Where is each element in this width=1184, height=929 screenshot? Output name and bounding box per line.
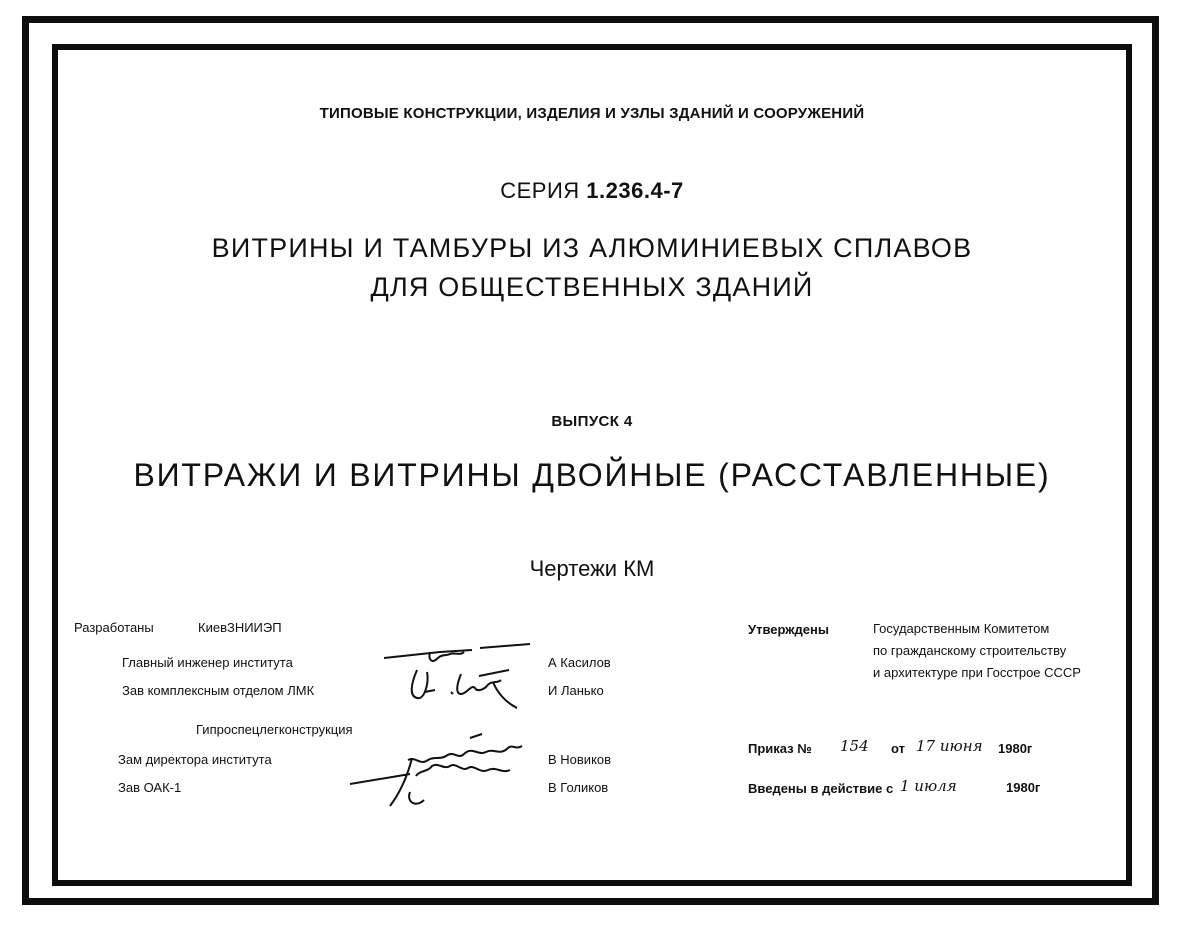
order-label: Приказ №: [748, 741, 812, 756]
name-kasilov: А Касилов: [548, 655, 611, 670]
series-number: 1.236.4-7: [586, 178, 684, 203]
name-golikov: В Голиков: [548, 780, 609, 795]
developer-org-1: КиевЗНИИЭП: [198, 620, 282, 635]
order-year: 1980г: [998, 741, 1033, 756]
effective-year: 1980г: [1006, 780, 1041, 795]
order-date: 17 июня: [916, 737, 983, 755]
effective-label: Введены в действие с: [748, 781, 894, 796]
position-oak-head: Зав ОАК-1: [118, 780, 182, 795]
series-line: [0, 178, 1184, 204]
title-line-2: ДЛЯ ОБЩЕСТВЕННЫХ ЗДАНИЙ: [370, 272, 814, 302]
developer-org-2: Гипроспецлегконструкция: [196, 722, 353, 737]
drawings-label: Чертежи КМ: [529, 556, 655, 581]
committee-line-3: и архитектуре при Госстрое СССР: [873, 665, 1081, 680]
title-line-1: ВИТРИНЫ И ТАМБУРЫ ИЗ АЛЮМИНИЕВЫХ СПЛАВОВ: [211, 233, 973, 263]
order-from: от: [891, 741, 905, 756]
series-header: ТИПОВЫЕ КОНСТРУКЦИИ, ИЗДЕЛИЯ И УЗЛЫ ЗДАНИЙ И СООРУЖЕНИЙ: [319, 105, 865, 122]
signature-lanko: [405, 662, 535, 712]
signature-novikov: [350, 730, 540, 810]
name-novikov: В Новиков: [548, 752, 612, 767]
order-number: 154: [840, 737, 869, 755]
approval-label: Утверждены: [748, 622, 829, 637]
name-lanko: И Ланько: [548, 683, 604, 698]
position-chief-engineer: Главный инженер института: [122, 655, 293, 670]
issue-label: ВЫПУСК 4: [551, 413, 633, 430]
position-dept-head: Зав комплексным отделом ЛМК: [122, 683, 315, 698]
issue-title: ВИТРАЖИ И ВИТРИНЫ ДВОЙНЫЕ (РАССТАВЛЕННЫЕ): [133, 457, 1051, 493]
committee-line-1: Государственным Комитетом: [873, 621, 1050, 636]
developers-label: Разработаны: [74, 620, 154, 635]
position-deputy-director: Зам директора института: [118, 752, 272, 767]
effective-date: 1 июля: [900, 777, 957, 795]
committee-line-2: по гражданскому строительству: [873, 643, 1067, 658]
series-label: СЕРИЯ: [500, 178, 580, 203]
